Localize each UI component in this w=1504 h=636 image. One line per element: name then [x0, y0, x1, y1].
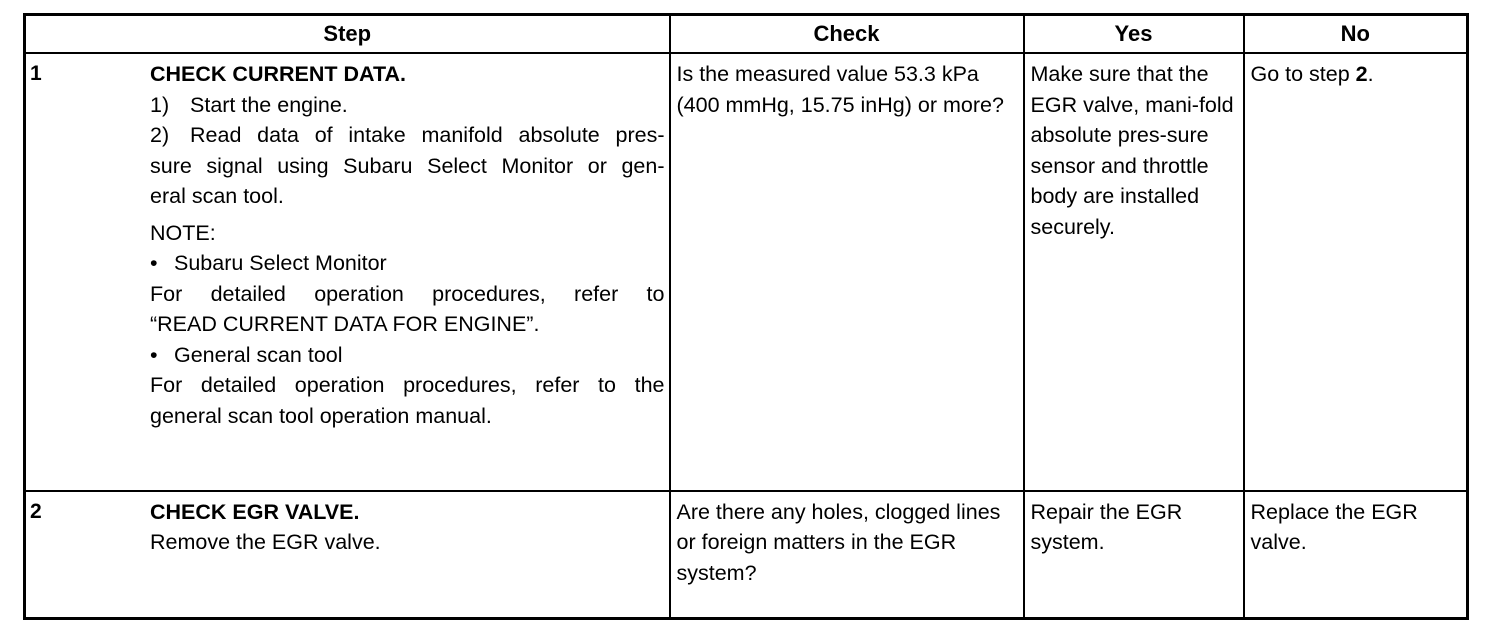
check-text: Is the measured value 53.3 kPa (400 mmHg, 15.75 inHg) or more?: [676, 62, 1004, 117]
step-number: 1: [30, 62, 42, 85]
yes-text: Repair the EGR system.: [1030, 499, 1183, 555]
yes-text: Make sure that the EGR valve, mani-fold absolute pres-sure sensor and throttle body are installed securely.: [1030, 62, 1234, 239]
header-yes: Yes: [1024, 15, 1244, 54]
substep-text: Start the engine.: [190, 92, 348, 117]
substep-text: Read data of intake manifold absolute pres-: [190, 123, 665, 147]
table-row: [25, 491, 1468, 619]
no-text-prefix: Go to step: [1250, 62, 1356, 86]
substep-1: [150, 90, 665, 121]
note-text: general scan tool operation manual.: [150, 403, 492, 428]
note-label: NOTE:: [150, 220, 216, 245]
no-cell: [1244, 53, 1468, 491]
yes-cell: [1024, 491, 1244, 619]
substep-text-cont: eral scan tool.: [150, 184, 284, 208]
no-cell: [1244, 491, 1468, 619]
substep-2: [150, 120, 665, 212]
step-number: 2: [30, 499, 42, 523]
table-row: [25, 53, 1468, 491]
note-text: For detailed operation procedures, refer to the: [150, 373, 665, 397]
no-text-suffix: .: [1367, 62, 1374, 86]
step-title: CHECK CURRENT DATA.: [150, 62, 406, 86]
table-header-row: [25, 15, 1468, 54]
note-text: “READ CURRENT DATA FOR ENGINE”.: [150, 312, 540, 336]
note-bullet: [150, 248, 665, 279]
header-step: Step: [25, 15, 670, 54]
substep-number: 1): [150, 92, 170, 117]
step-cell: [25, 53, 670, 491]
step-body: [26, 492, 669, 558]
header-check: Check: [670, 15, 1024, 54]
check-cell: [670, 491, 1024, 619]
step-title: CHECK EGR VALVE.: [150, 499, 360, 524]
note-bullet-text: General scan tool: [174, 342, 343, 367]
note-text: For detailed operation procedures, refer to: [150, 281, 665, 306]
no-text: Replace the EGR valve.: [1250, 499, 1418, 555]
substep-number: 2): [150, 123, 170, 147]
step-body: [26, 54, 669, 431]
no-text: [1245, 54, 1467, 90]
step-cell: [25, 491, 670, 619]
step-text: Remove the EGR valve.: [150, 530, 381, 555]
note-bullet-text: Subaru Select Monitor: [174, 251, 387, 275]
no-step-ref: 2: [1355, 62, 1368, 86]
check-cell: [670, 53, 1024, 491]
check-text: Are there any holes, clogged lines or foreign matters in the EGR system?: [676, 499, 1001, 585]
yes-cell: [1024, 53, 1244, 491]
note-bullet: [150, 340, 665, 371]
substep-text-cont: sure signal using Subaru Select Monitor or gen-: [150, 153, 665, 178]
diagnostic-table: [23, 13, 1469, 620]
header-no: No: [1244, 15, 1468, 54]
